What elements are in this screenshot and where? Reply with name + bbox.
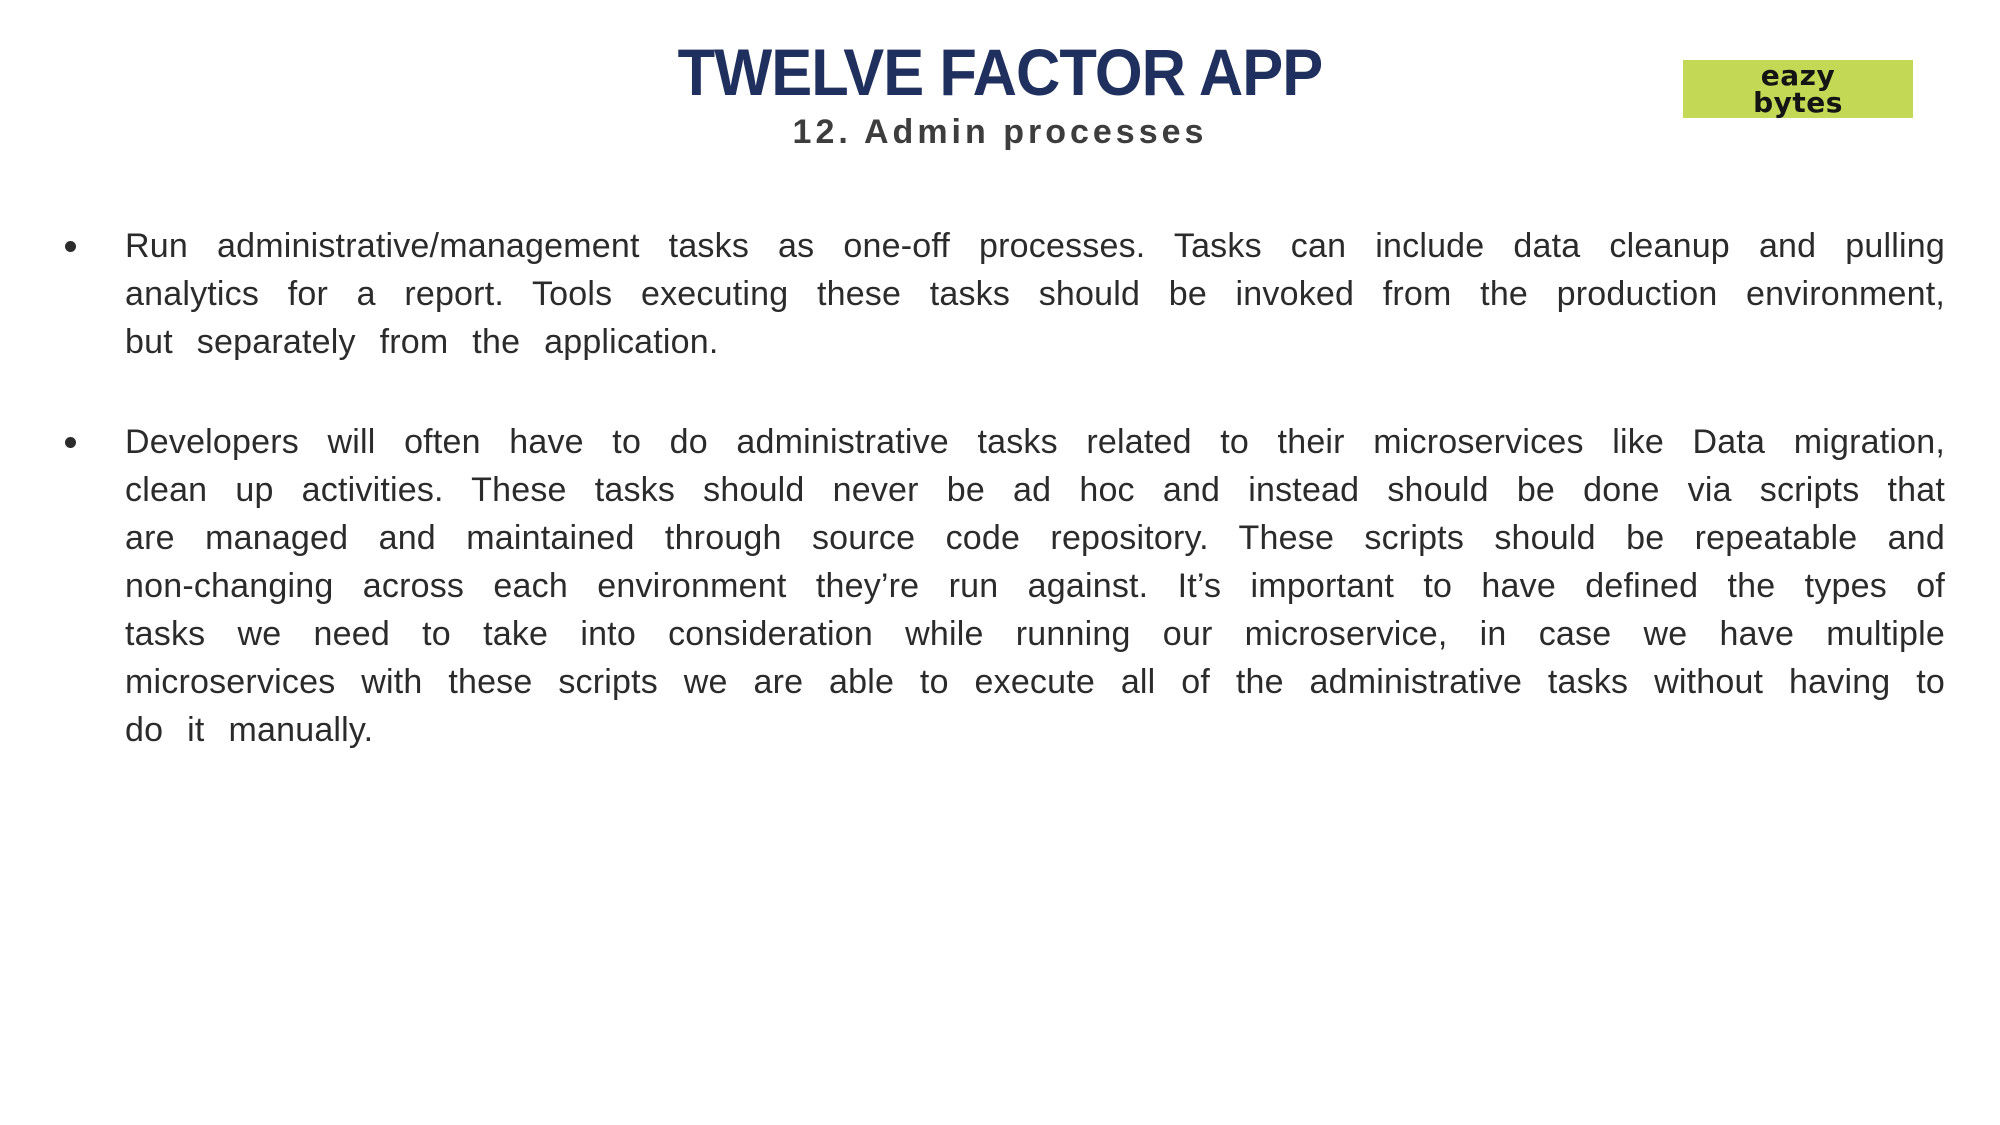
bullet-list: [55, 222, 1945, 754]
logo-text-line2: bytes: [1753, 86, 1843, 119]
bullet-dot-icon: [65, 241, 76, 252]
bullet-item-1: [55, 222, 1945, 366]
bullet-text-2: Developers will often have to do administrative tasks related to their microservices like Data migration, clean up activities. These tasks should never be ad hoc and instead should be done via scripts that are managed and maintained through source code repository. These scripts should be repeatable and non-changing across each environment they’re run against. It’s important to have defined the types of tasks we need to take into consideration while running our microservice, in case we have multiple microservices with these scripts we are able to execute all of the administrative tasks without having to do it manually.: [125, 423, 1945, 749]
bullet-dot-icon: [65, 437, 76, 448]
bullet-item-2: [55, 418, 1945, 754]
page-subtitle: 12. Admin processes: [792, 113, 1208, 151]
eazybytes-logo: [1683, 60, 1913, 118]
logo-text-line1: eazy: [1760, 59, 1836, 92]
page-title: TWELVE FACTOR APP: [677, 35, 1323, 109]
bullet-text-1: Run administrative/management tasks as one-off processes. Tasks can include data cleanup and pulling analytics for a report. Tools executing these tasks should be invoked from the production environment, but separately from the application.: [125, 227, 1945, 361]
